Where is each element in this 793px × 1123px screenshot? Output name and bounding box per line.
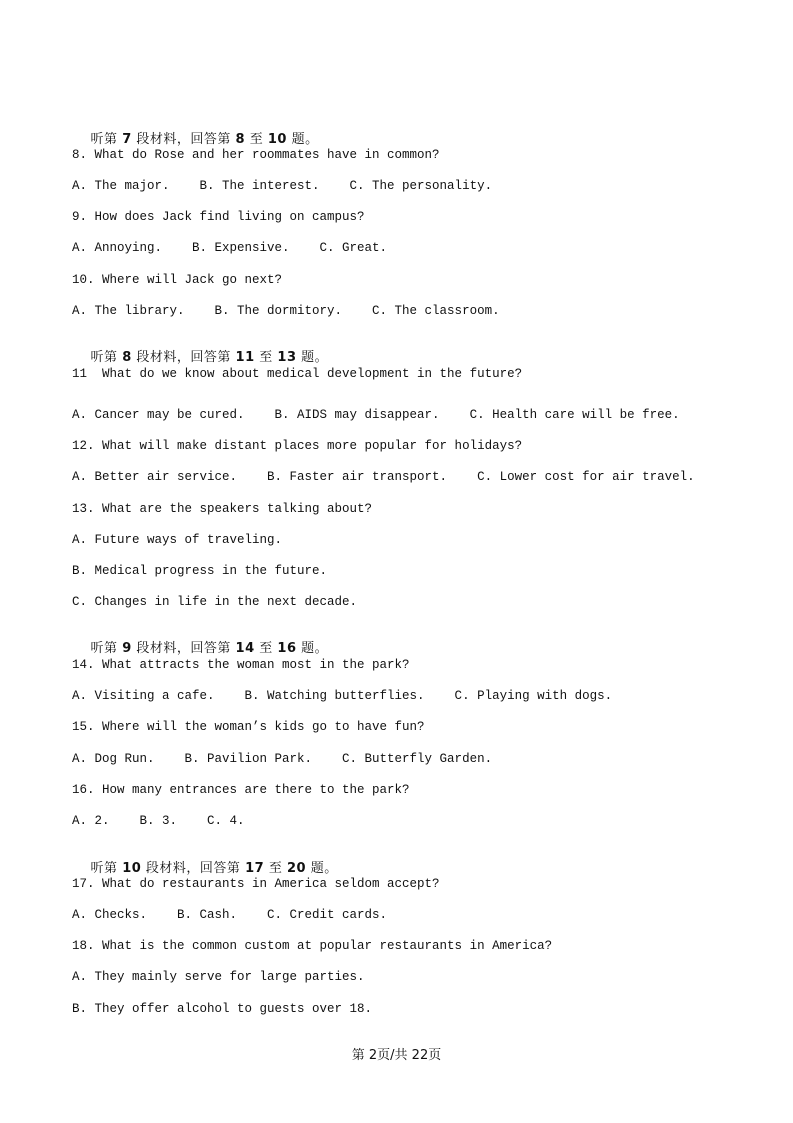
- options-9: A. Annoying. B. Expensive. C. Great.: [72, 241, 388, 255]
- section-heading: 听第 7 段材料，回答第 8 至 10 题。: [90, 132, 319, 147]
- question-13: 13. What are the speakers talking about?: [72, 502, 373, 516]
- options-16: A. 2. B. 3. C. 4.: [72, 814, 245, 828]
- question-12: 12. What will make distant places more popular for holidays?: [72, 439, 523, 453]
- options-14: A. Visiting a cafe. B. Watching butterflies. C. Playing with dogs.: [72, 689, 613, 703]
- options-15: A. Dog Run. B. Pavilion Park. C. Butterfly Garden.: [72, 752, 493, 766]
- question-16: 16. How many entrances are there to the park?: [72, 783, 410, 797]
- question-14: 14. What attracts the woman most in the park?: [72, 658, 410, 672]
- options-10: A. The library. B. The dormitory. C. The classroom.: [72, 304, 500, 318]
- question-17: 17. What do restaurants in America seldom accept?: [72, 877, 440, 891]
- options-17: A. Checks. B. Cash. C. Credit cards.: [72, 908, 388, 922]
- section-heading: 听第 8 段材料，回答第 11 至 13 题。: [90, 350, 329, 365]
- question-9: 9. How does Jack find living on campus?: [72, 210, 365, 224]
- question-18: 18. What is the common custom at popular restaurants in America?: [72, 939, 553, 953]
- section-heading: 听第 9 段材料，回答第 14 至 16 题。: [90, 641, 329, 656]
- question-11: 11 What do we know about medical development in the future?: [72, 367, 523, 381]
- option-13a: A. Future ways of traveling.: [72, 533, 283, 547]
- options-11: A. Cancer may be cured. B. AIDS may disappear. C. Health care will be free.: [72, 408, 680, 422]
- option-18b: B. They offer alcohol to guests over 18.: [72, 1002, 373, 1016]
- question-15: 15. Where will the woman’s kids go to have fun?: [72, 720, 425, 734]
- page-footer: 第 2页/共 22页: [351, 1048, 442, 1063]
- option-18a: A. They mainly serve for large parties.: [72, 970, 365, 984]
- option-13b: B. Medical progress in the future.: [72, 564, 328, 578]
- options-8: A. The major. B. The interest. C. The personality.: [72, 179, 493, 193]
- option-13c: C. Changes in life in the next decade.: [72, 595, 358, 609]
- question-8: 8. What do Rose and her roommates have in common?: [72, 148, 440, 162]
- options-12: A. Better air service. B. Faster air transport. C. Lower cost for air travel.: [72, 470, 695, 484]
- question-10: 10. Where will Jack go next?: [72, 273, 283, 287]
- section-heading: 听第 10 段材料，回答第 17 至 20 题。: [90, 861, 338, 876]
